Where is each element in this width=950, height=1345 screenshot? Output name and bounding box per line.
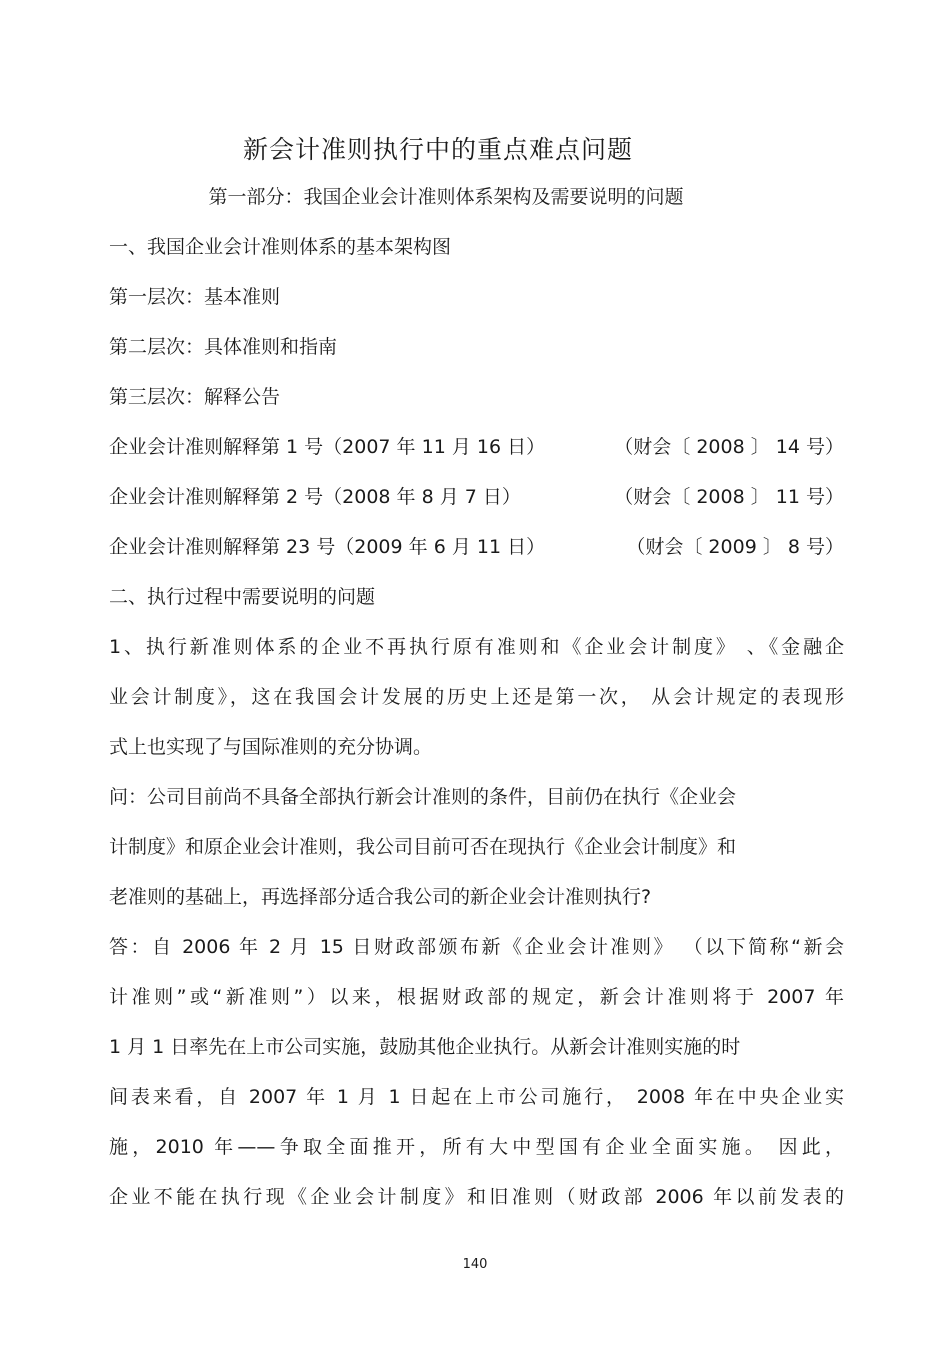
document-subtitle: 第一部分：我国企业会计准则体系架构及需要说明的问题 <box>208 186 684 208</box>
interpretation-row <box>109 432 844 459</box>
page-number: 140 <box>462 1257 488 1272</box>
answer-line: 1 月 1 日率先在上市公司实施，鼓励其他企业执行。从新会计准则实施的时 <box>109 1036 741 1058</box>
interpretation-row <box>109 532 844 559</box>
interpretation-name: 企业会计准则解释第 1 号（2007 年 11 月 16 日） <box>109 436 546 458</box>
question-line: 老准则的基础上，再选择部分适合我公司的新企业会计准则执行? <box>109 886 652 908</box>
interpretation-name: 企业会计准则解释第 2 号（2008 年 8 月 7 日） <box>109 486 521 508</box>
answer-line: 企业不能在执行现《企业会计制度》和旧准则（财政部 2006 年以前发表的 <box>109 1186 844 1208</box>
question-line: 计制度》和原企业会计准则，我公司目前可否在现执行《企业会计制度》和 <box>109 836 737 858</box>
document-title: 新会计准则执行中的重点难点问题 <box>242 135 633 164</box>
section1-heading: 一、我国企业会计准则体系的基本架构图 <box>109 236 452 258</box>
answer-line: 答：自 2006 年 2 月 15 日财政部颁布新《企业会计准则》 （以下简称“新会 <box>109 936 844 958</box>
level2-line: 第二层次：具体准则和指南 <box>109 336 338 358</box>
section2-heading: 二、执行过程中需要说明的问题 <box>109 586 376 608</box>
answer-line: 计准则”或“新准则”）以来，根据财政部的规定，新会计准则将于 2007 年 <box>109 986 844 1008</box>
level3-line: 第三层次：解释公告 <box>109 386 281 408</box>
paragraph-line: 式上也实现了与国际准则的充分协调。 <box>109 736 433 758</box>
paragraph-line: 业会计制度》，这在我国会计发展的历史上还是第一次， 从会计规定的表现形 <box>109 686 844 708</box>
answer-line: 施，2010 年——争取全面推开，所有大中型国有企业全面实施。 因此， <box>109 1136 844 1158</box>
level1-line: 第一层次：基本准则 <box>109 286 281 308</box>
paragraph-line: 1、执行新准则体系的企业不再执行原有准则和《企业会计制度》 、《金融企 <box>109 636 844 658</box>
interpretation-name: 企业会计准则解释第 23 号（2009 年 6 月 11 日） <box>109 536 546 558</box>
question-line: 问：公司目前尚不具备全部执行新会计准则的条件，目前仍在执行《企业会 <box>109 786 737 808</box>
answer-line: 间表来看，自 2007 年 1 月 1 日起在上市公司施行， 2008 年在中央企业实 <box>109 1086 844 1108</box>
interpretation-doc: （财会〔 2008 〕 11 号） <box>614 486 844 508</box>
interpretation-doc: （财会〔 2009 〕 8 号） <box>626 536 844 558</box>
interpretation-row <box>109 482 844 509</box>
interpretation-doc: （财会〔 2008 〕 14 号） <box>614 436 844 458</box>
